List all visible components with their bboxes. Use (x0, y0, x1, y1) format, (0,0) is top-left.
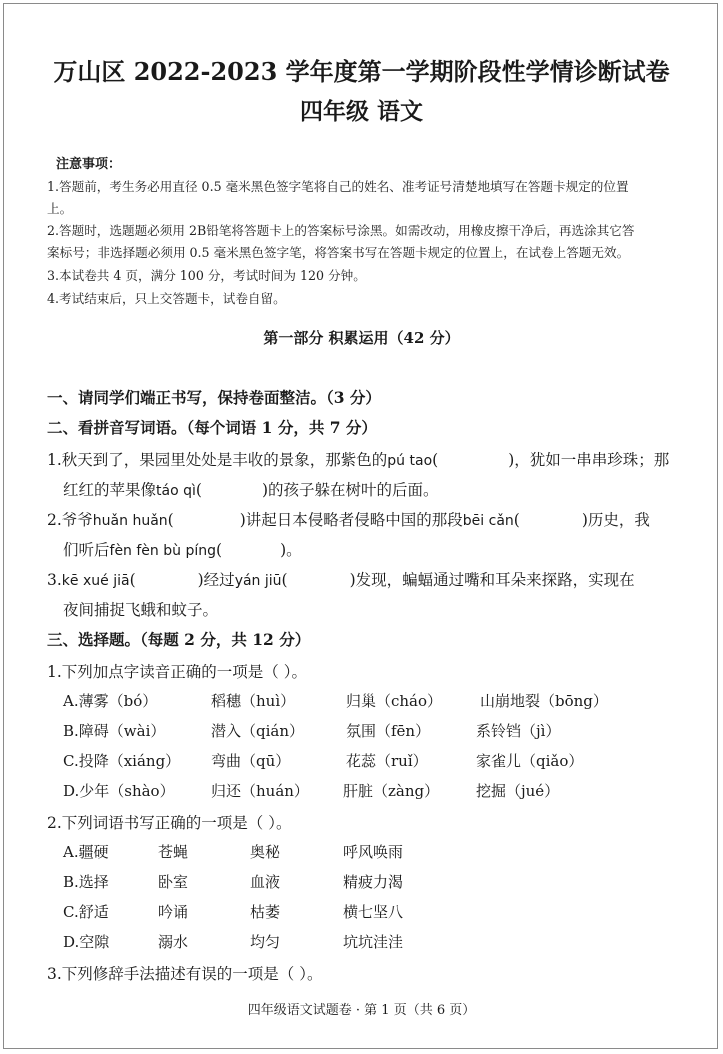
part-one-heading: 第一部分 积累运用（42 分） (263, 329, 460, 347)
note-line: 2.答题时，选题题必须用 2B铅笔将答题卡上的答案标号涂黑。如需改动，用橡皮擦干净后，再选涂其它答 (47, 223, 635, 238)
pinyin-question-1: 1.秋天到了，果园里处处是丰收的景象，那紫色的pú tao( )，犹如一串串珍珠；那 (47, 451, 670, 469)
option-c-word-2: 弯曲（qū） (211, 752, 291, 770)
option-a-word-1: A.疆硬 (63, 843, 109, 861)
option-a-word-2: 苍蝇 (158, 843, 189, 861)
option-d-word-4: 挖掘（jué） (476, 782, 560, 800)
option-b-word-3: 氛围（fēn） (346, 722, 431, 740)
option-b-word-4: 精疲力渴 (343, 873, 404, 891)
choice-question-2-stem: 2.下列词语书写正确的一项是（ ）。 (47, 814, 292, 832)
section2-heading: 二、看拼音写词语。（每个词语 1 分，共 7 分） (47, 418, 377, 437)
section1-heading: 一、请同学们端正书写，保持卷面整洁。（3 分） (47, 388, 381, 407)
option-a-word-4: 山崩地裂（bōng） (480, 692, 608, 710)
option-b-word-1: B.选择 (63, 873, 109, 891)
pinyin-question-3-cont: 夜间捕捉飞蛾和蚊子。 (63, 601, 219, 619)
option-d-word-1: D.少年（shào） (63, 782, 175, 800)
note-line: 1.答题前，考生务必用直径 0.5 毫米黑色签字笔将自己的姓名、准考证号清楚地填写在答题卡规定的位置 (47, 179, 629, 194)
option-b-word-4: 系铃铛（jì） (476, 722, 561, 740)
choice-question-1-stem: 1.下列加点字读音正确的一项是（ ）。 (47, 663, 307, 681)
option-d-word-3: 均匀 (250, 933, 281, 951)
note-line: 案标号；非选择题必须用 0.5 毫米黑色签字笔，将答案书写在答题卡规定的位置上，在试卷上答题无效。 (47, 245, 630, 260)
exam-subtitle: 四年级 语文 (299, 98, 423, 125)
option-c-word-1: C.投降（xiáng） (63, 752, 181, 770)
option-a-word-4: 呼风唤雨 (343, 843, 404, 861)
note-line: 4.考试结束后，只上交答题卡，试卷自留。 (47, 291, 286, 306)
option-c-word-4: 横七坚八 (343, 903, 404, 921)
option-c-word-2: 吟诵 (158, 903, 189, 921)
notes-heading: 注意事项： (56, 157, 122, 172)
pinyin-question-2-cont: 们听后fèn fèn bù píng( )。 (63, 541, 302, 559)
option-c-word-3: 枯萎 (250, 903, 281, 921)
page-footer: 四年级语文试题卷 · 第 1 页（共 6 页） (247, 1003, 476, 1018)
option-d-word-3: 肝脏（zàng） (343, 782, 440, 800)
option-a-word-3: 奥秘 (250, 843, 281, 861)
option-d-word-2: 归还（huán） (211, 782, 309, 800)
section3-heading: 三、选择题。（每题 2 分，共 12 分） (47, 630, 311, 649)
option-a-word-2: 稻穗（huì） (211, 692, 296, 710)
pinyin-question-2: 2.爷爷huǎn huǎn( )讲起日本侵略者侵略中国的那段bēi cǎn( )历史，我 (47, 511, 650, 529)
option-a-word-1: A.薄雾（bó） (63, 692, 158, 710)
pinyin-question-1-cont: 红红的苹果像táo qì( )的孩子躲在树叶的后面。 (63, 481, 439, 499)
option-b-word-2: 潜入（qián） (211, 722, 305, 740)
note-line: 上。 (47, 201, 73, 216)
option-c-word-3: 花蕊（ruǐ） (346, 752, 428, 770)
option-d-word-2: 溺水 (158, 933, 189, 951)
option-c-word-4: 家雀儿（qiǎo） (476, 752, 584, 770)
option-b-word-2: 卧室 (158, 873, 189, 891)
option-b-word-3: 血液 (250, 873, 281, 891)
note-line: 3.本试卷共 4 页，满分 100 分，考试时间为 120 分钟。 (47, 268, 366, 283)
option-d-word-1: D.空隙 (63, 933, 110, 951)
option-a-word-3: 归巢（cháo） (346, 692, 443, 710)
exam-title: 万山区 2022-2023 学年度第一学期阶段性学情诊断试卷 (53, 57, 670, 86)
option-d-word-4: 坑坑洼洼 (343, 933, 404, 951)
option-b-word-1: B.障碍（wài） (63, 722, 166, 740)
choice-question-3-stem: 3.下列修辞手法描述有误的一项是（ ）。 (47, 965, 323, 983)
option-c-word-1: C.舒适 (63, 903, 109, 921)
pinyin-question-3: 3.kē xué jiā( )经过yán jiū( )发现，蝙蝠通过嘴和耳朵来探路，实现在 (47, 571, 635, 589)
